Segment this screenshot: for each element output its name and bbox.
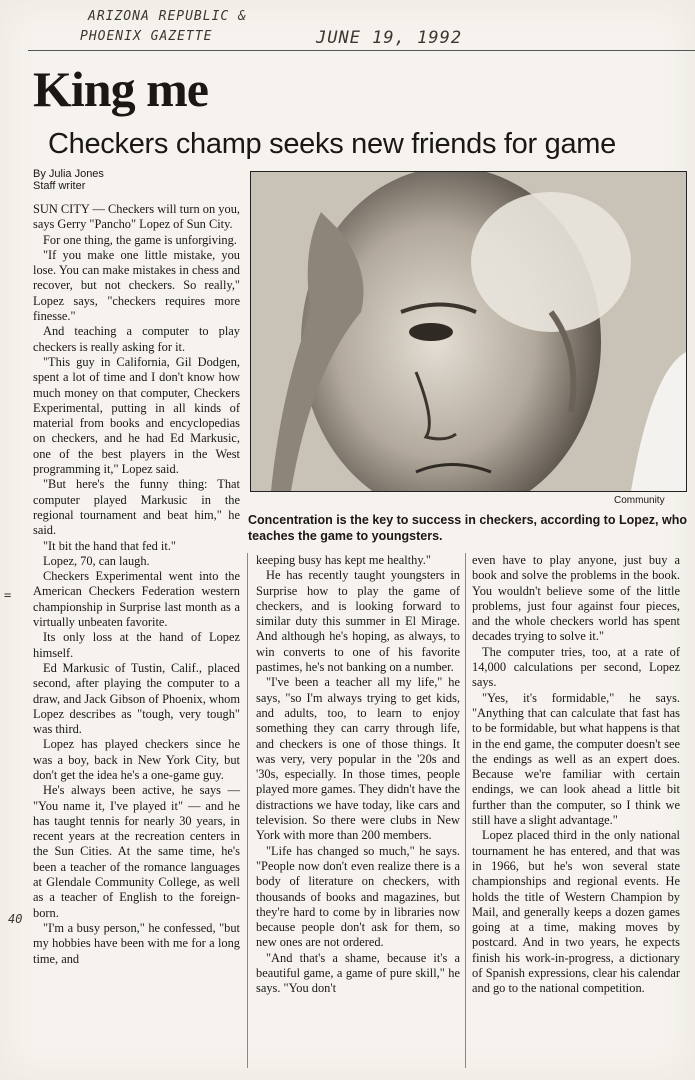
paragraph: "And that's a shame, because it's a beautiful game, a game of pure skill," he says. "You don't bbox=[256, 950, 460, 996]
paragraph: "I've been a teacher all my life," he says, "so I'm always trying to get kids, and adults, too, to learn to enjoy something they can carry through life, and checkers is one of those things. It was very, very popular in the '20s and '30s, especially. In those times, people played more games. They didn't have the distractions we have today, like cars and television. So there were clubs in New York with more than 200 members. bbox=[256, 675, 460, 843]
paragraph: The computer tries, too, at a rate of 14,000 calculations per second, Lopez says. bbox=[472, 644, 680, 690]
top-rule bbox=[28, 50, 695, 51]
paragraph: Lopez placed third in the only national tournament he has entered, and that was in 1966, but he's won several state championships and regional events. He holds the title of Western Champion by Mail, and generally keeps a dozen games going at a time, making moves by postcard. And in two years, he expects finish his work-in-progress, a dictionary of Spanish expressions, clear his calendar and go to the national competition. bbox=[472, 828, 680, 996]
paragraph: For one thing, the game is unforgiving. bbox=[43, 232, 237, 247]
handwritten-publication-line1: ARIZONA REPUBLIC & bbox=[88, 9, 247, 24]
paragraph: Checkers Experimental went into the American Checkers Federation western championship in Surprise last month as a virtually unbeaten favorite. bbox=[33, 569, 240, 630]
photo-caption: Concentration is the key to success in checkers, according to Lopez, who teaches the game to youngsters. bbox=[248, 513, 688, 543]
paragraph: "Life has changed so much," he says. "People now don't even realize there is a body of literature on checkers, with thousands of books and magazines, but they're hard to come by in libraries now because people don't ask for them, so new ones are not ordered. bbox=[256, 843, 460, 950]
article-column-2 bbox=[256, 553, 460, 997]
handwritten-publication-line2: PHOENIX GAZETTE bbox=[80, 29, 213, 44]
column-divider bbox=[465, 553, 466, 1068]
paragraph: Lopez has played checkers since he was a boy, back in New York City, but don't get the idea he's a one-game guy. bbox=[33, 737, 240, 782]
paragraph: Its only loss at the hand of Lopez himself. bbox=[33, 630, 240, 660]
paragraph: even have to play anyone, just buy a book and solve the problems in the book. You wouldn't believe some of the little problems, just four against four pieces, and the whole checkers world has spent decades trying to solve it." bbox=[472, 553, 680, 644]
paragraph: He has recently taught youngsters in Surprise how to play the game of checkers, and is looking forward to similar duty this summer in El Mirage. And although he's hoping, as always, to win converts to one of his favorite pastimes, he's not banking on a number. bbox=[256, 568, 460, 675]
handwritten-date: JUNE 19, 1992 bbox=[316, 28, 463, 48]
paragraph: "Yes, it's formidable," he says. "Anything that can calculate that fast has to be formidable, but what happens is that in the end game, the computer doesn't see the endings as well as an expert does. Because we're familiar with certain endings, we can look ahead a little bit further than the computer, so I think we still have a slight advantage." bbox=[472, 690, 680, 828]
portrait-photo-icon bbox=[251, 172, 686, 491]
paragraph: SUN CITY — Checkers will turn on you, says Gerry "Pancho" Lopez of Sun City. bbox=[33, 202, 240, 232]
photo-credit: Community bbox=[614, 495, 665, 506]
paragraph: "I'm a busy person," he confessed, "but my hobbies have been with me for a long time, and bbox=[33, 920, 240, 966]
byline-role: Staff writer bbox=[33, 180, 86, 192]
paragraph: Lopez, 70, can laugh. bbox=[43, 553, 150, 568]
article-column-1 bbox=[33, 202, 240, 967]
paragraph: Ed Markusic of Tustin, Calif., placed second, after playing the computer to a draw, and Jack Gibson of Phoenix, whom Lopez describes as "tough, very tough" was third. bbox=[33, 660, 240, 737]
subheadline: Checkers champ seeks new friends for game bbox=[48, 128, 616, 160]
paragraph: "It bit the hand that fed it." bbox=[43, 538, 176, 553]
portrait-photo bbox=[250, 171, 687, 492]
byline-name: By Julia Jones bbox=[33, 168, 104, 180]
paragraph: And teaching a computer to play checkers is really asking for it. bbox=[33, 324, 240, 354]
paragraph: He's always been active, he says — "You name it, I've played it" — and he has taught tennis for nearly 30 years, in recent years at the recreation centers in the Sun Cities. At the same time, he's been a teacher of the romance languages at Glendale Community College, as well as a teacher of English to the foreign-born. bbox=[33, 783, 240, 920]
margin-mark: = bbox=[4, 588, 12, 602]
paragraph: keeping busy has kept me healthy." bbox=[256, 553, 431, 567]
headline: King me bbox=[33, 61, 208, 117]
byline bbox=[33, 168, 104, 192]
article-column-3 bbox=[472, 553, 680, 997]
margin-mark: 40 bbox=[8, 912, 23, 926]
paragraph: "But here's the funny thing: That computer played Markusic in the regional tournament and beat him," he said. bbox=[33, 477, 240, 538]
paragraph: "If you make one little mistake, you lose. You can make mistakes in chess and recover, but not checkers. So really," Lopez says, "checkers requires more finesse." bbox=[33, 247, 240, 324]
paragraph: "This guy in California, Gil Dodgen, spent a lot of time and I don't know how much money on that computer, Checkers Experimental, putting in all kinds of material from books and encyclopedias on checkers, and he had Ed Markusic, one of the best players in the West programming it," Lopez said. bbox=[33, 354, 240, 477]
column-divider bbox=[247, 553, 248, 1068]
